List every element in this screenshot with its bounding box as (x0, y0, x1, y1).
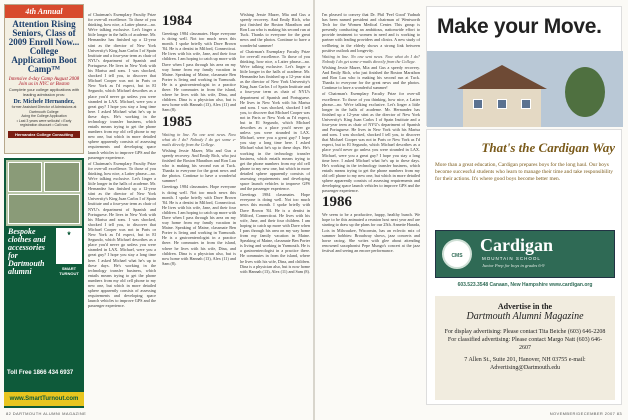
footer-left: 82 DARTMOUTH ALUMNI MAGAZINE (6, 411, 87, 416)
college-bootcamp-ad[interactable] (4, 4, 84, 154)
column-text: of Chairman's Exemplary Faculty Prize for over-all excellence. To those of you thinking, how nice, a Latter phrase—no. We're talking exclusive. Let's linger a little longer in the halls of academe. Mr. Hernandez has finished up a 12-year stint as the director of New York University's King Juan Carlos I of Spain Institute and a four-year term as chair of NYU's department of Spanish and Portuguese. He lives in New York with his Marisa and sons. I was shocked, shocked I tell you, to discover that Michael Cooper was not in Paris or New York as I'd expect, but in El Segundo, which Michael describes as a place you'd never go unless you were stranded in LAX. Michael, were you a great guy? I hope you stay a long time here. I asked Michael what he's up to these days. He's working in the technology transfer business, which entails means trying to get the phone numbers from my old cell phone to my new one, but which in more detailed sphere apparently consists of assessing requirements and developing space launch vehicles to improve GPS and the passenger experience. (88, 12, 156, 160)
classified-contact: For classified advertising: Please contact Margo Natt (603) 646-2607 (447, 337, 603, 351)
ad-book: Acing the College Application (21, 114, 67, 118)
verse-text: Waiting in line. No one sent news. Now what do I do? Nobody I do get some e-mails directly from the College. (322, 53, 420, 64)
column-text: Wishing Jessie Mazer, Mia and Gus a speedy recovery. And Emily Rich, who just finished the Boston Marathon and Ron Luu who is making his second run at Tuck. Thanks to everyone for the great news and the photos. Continue to have a wonderful summer! (322, 64, 420, 91)
class-year-heading: 1984 (162, 13, 192, 29)
footer-right: NOVEMBER/DECEMBER 2007 83 (549, 411, 622, 416)
class-year-heading: 1986 (322, 194, 352, 211)
ad-photo-collage (6, 160, 82, 226)
ad-person-name: Dr. Michele Hernandez, (13, 99, 75, 105)
ad-headline: Make your Move. (437, 15, 602, 38)
advertise-line2: Dartmouth Alumni Magazine (466, 311, 584, 322)
brand-crest-icon: ⚜ (56, 228, 82, 264)
article-column-1 (88, 12, 156, 407)
ad-person-role: former Assistant Director of Admissions at Dartmouth College (11, 105, 77, 114)
school-contact[interactable]: 603.523.3548 Canaan, New Hampshire www.cardigan.org (457, 282, 593, 288)
school-subname: MOUNTAIN SCHOOL (482, 256, 541, 261)
column-text: Wishing Jessie Mazer, Mia and Gus a speedy recovery. And Emily Rich, who just finished the Boston Marathon and Ron Luu who is making his second run at Tuck. Thanks to everyone for the great news and the photos. Continue to have a wonderful summer! (162, 147, 236, 184)
cardigan-logo-box (435, 230, 615, 278)
ad-headline: Attention Rising Seniors, Class of 2009 Enroll Now... College Application Boot Camp™ (8, 19, 80, 74)
column-text: Wishing Jessie Mazer, Mia and Gus a speedy recovery. And Emily Rich, who just finished the Boston Marathon and Ron Luu who is making his second run at Tuck. Thanks to everyone for the great news and the photos. Continue to have a wonderful summer! (240, 12, 310, 48)
ad-dates: Intensive 4-day Camp August 2008 Join us in NYC or Boston (8, 77, 80, 87)
ad-badge: 4th Annual (5, 5, 83, 18)
advertise-address[interactable]: 7 Allen St., Suite 201, Hanover, NH 03755 e-mail: Advertising@Dartmouth.edu (464, 357, 586, 371)
ad-subtext: Complete your college applications with leading admission pros: (8, 87, 80, 97)
advertise-box (435, 296, 615, 400)
cardigan-ad[interactable] (426, 129, 622, 405)
verse-text: Waiting in line. No one sent news. Now what do I do? Nobody I do get some e-mails directly from the College. (162, 131, 236, 147)
ad-footer: Hernandez College Consulting (8, 131, 80, 138)
ad-slogan: That's the Cardigan Way (481, 140, 615, 155)
left-ads-column (4, 4, 84, 408)
article-column-4 (322, 12, 420, 407)
column-text: of Chairman's Exemplary Faculty Prize for over-all excellence. To those of you thinking, how nice, a Latter phrase—no. We're talking exclusive. Let's linger a little longer in the halls of academe. Mr. Hernandez has finished up a 12-year stint as the director of New York University's King Juan Carlos I of Spain Institute and a four-year term as chair of NYU's department of Spanish and Portuguese. He lives in New York with his Marisa and sons. I was shocked, shocked I tell you, to discover that Michael Cooper was not in Paris or New York as I'd expect, but in El Segundo, which Michael describes as a place you'd never go unless you were stranded in LAX. Michael, were you a great guy? I hope you stay a long time here. I asked Michael what he's up to these days. He's working in the technology transfer business, which entails means trying to get the phone numbers from my old cell phone to my new one, but which in more detailed sphere apparently consists of assessing requirements and developing space launch vehicles to improve GPS and the passenger experience. (322, 91, 420, 194)
brand-name: SMART TURNOUT (59, 266, 79, 276)
column-text: Greetings 1984 classmates. Hope everyone is doing well. Not too much news this month. I spoke briefly with Dave Brown '84. He is a dentist in Milford, Connecticut. He lives with his wife, Jane, and their four children. I am hoping to catch up more with Dave when I pass through his area on my way home from my family vacation in Maine. Speaking of Maine, classmate Ben Porter is living and working in Yarmouth. He is a gastroenterologist in a practice there. He commutes in from the island, where he lives with his wife, Dina, and children. Dina is a physician also, but is now home with Hannah (13), Alex (11) and Sam (8). (162, 31, 236, 113)
column-text: Greetings 1984 classmates. Hope everyone is doing well. Not too much news this month. I spoke briefly with Dave Brown '84. He is a dentist in Milford, Connecticut. He lives with his wife, Jane, and their four children. I am hoping to catch up more with Dave when I pass through his area on my way home from my family vacation in Maine. Speaking of Maine, classmate Ben Porter is living and working in Yarmouth. He is a gastroenterologist in a practice there. He commutes in from the island, where he lives with his wife, Dina, and children. Dina is a physician also, but is now home with Hannah (13), Alex (11) and Sam (8). (162, 184, 236, 266)
ad-headline: Bespoke clothes and accessories for Dartmouth alumni (8, 227, 46, 276)
column-text: Greetings 1984 classmates. Hope everyone is doing well. Not too much news this month. I spoke briefly with Dave Brown '84. He is a dentist in Milford, Connecticut. He lives with his wife, Jane, and their four children. I am hoping to catch up more with Dave when I pass through his area on my way home from my family vacation in Maine. Speaking of Maine, classmate Ben Porter is living and working in Yarmouth. He is a gastroenterologist in a practice there. He commutes in from the island, where he lives with his wife, Dina, and children. Dina is a physician also, but is now home with Hannah (13), Alex (11) and Sam (8). (240, 192, 310, 274)
tree-shape (565, 67, 605, 117)
tollfree-number: Toll Free 1866 434 6937 (7, 370, 74, 376)
house-roof (457, 65, 547, 89)
house-wall (463, 89, 541, 127)
website-link[interactable]: www.SmartTurnout.com (4, 392, 84, 406)
school-tagline: Junior Prep for boys in grades 6-9 (482, 263, 545, 268)
advertise-line1: Advertise in the (497, 302, 553, 311)
make-your-move-ad[interactable] (426, 6, 622, 126)
display-contact: For display advertising: Please contact Tita Beiche (603) 646-2208 (444, 329, 606, 335)
school-name: Cardigan (480, 235, 554, 255)
ad-body: More than a great education, Cardigan prepares boys for the long haul. Our boys become successful students who learn to manage their time and take responsibility for their actions. It's where good boys become better men. (435, 162, 613, 182)
column-text-cont: of Chairman's Exemplary Faculty Prize for over-all excellence. To those of you thinking, how nice, a Latter phrase—no. We're talking exclusive. Let's linger a little longer in the halls of academe. Mr. Hernandez has finished up a 12-year stint as the director of New York University's King Juan Carlos I of Spain Institute and a four-year term as chair of NYU's department of Spanish and Portuguese. He lives in New York with his Marisa and sons. I was shocked, shocked I tell you, to discover that Michael Cooper was not in Paris or New York as I'd expect, but in El Segundo, which Michael describes as a place you'd never go unless you were stranded in LAX. Michael, were you a great guy? I hope you stay a long time here. I asked Michael what he's up to these days. He's working in the technology transfer business, which entails means trying to get the phone numbers from my old cell phone to my new one, but which in more detailed sphere apparently consists of assessing requirements and developing space launch vehicles to improve GPS and the passenger experience. (88, 160, 156, 309)
school-seal-icon: CMS (442, 239, 472, 269)
page-gutter (313, 0, 315, 420)
article-column-3 (240, 12, 310, 407)
ad-bullets: • Last 3 years were sellouts! • Early registration discount • Call now (16, 118, 72, 127)
column-text: We seem to be a productive, happy, healthy bunch. We hope to be this animated a reunion host next year and are starting to draw up the plans for our 25th. Annette Harada, Lois in Milwaukee, Wisconsin, has an eclectic mix of summer hobbies: Broadway shows, jazz concerts and horse racing. She writes with glee about attending renowned saxophonist Pepe Mungo's concert at the jazz festival and seeing an encore performance. (322, 212, 420, 253)
column-text: I'm pleased to convey that Dr. Phil 'Feel Good' Yudnah has been named president and chairman of Wentworth Tech for the Women Medical Center. This group is presently conducting an ambitious, nationwide effort to provide treatment to women in need and is working to partner with leading providers and clinics. A new study of wellbeing in the elderly shows a strong link between positive outlook and longevity. (322, 12, 420, 53)
class-year-heading: 1985 (162, 113, 192, 130)
article-column-2 (162, 12, 236, 407)
column-text: of Chairman's Exemplary Faculty Prize for over-all excellence. To those of you thinking, how nice, a Latter phrase—no. We're talking exclusive. Let's linger a little longer in the halls of academe. Mr. Hernandez has finished up a 12-year stint as the director of New York University's King Juan Carlos I of Spain Institute and a four-year term as chair of NYU's department of Spanish and Portuguese. He lives in New York with his Marisa and sons. I was shocked, shocked I tell you, to discover that Michael Cooper was not in Paris or New York as I'd expect, but in El Segundo, which Michael describes as a place you'd never go unless you were stranded in LAX. Michael, were you a great guy? I hope you stay a long time here. I asked Michael what he's up to these days. He's working in the technology transfer business, which entails means trying to get the phone numbers from my old cell phone to my new one, but which in more detailed sphere apparently consists of assessing requirements and developing space launch vehicles to improve GPS and the passenger experience. (240, 48, 310, 192)
smart-turnout-ad[interactable] (4, 158, 84, 408)
